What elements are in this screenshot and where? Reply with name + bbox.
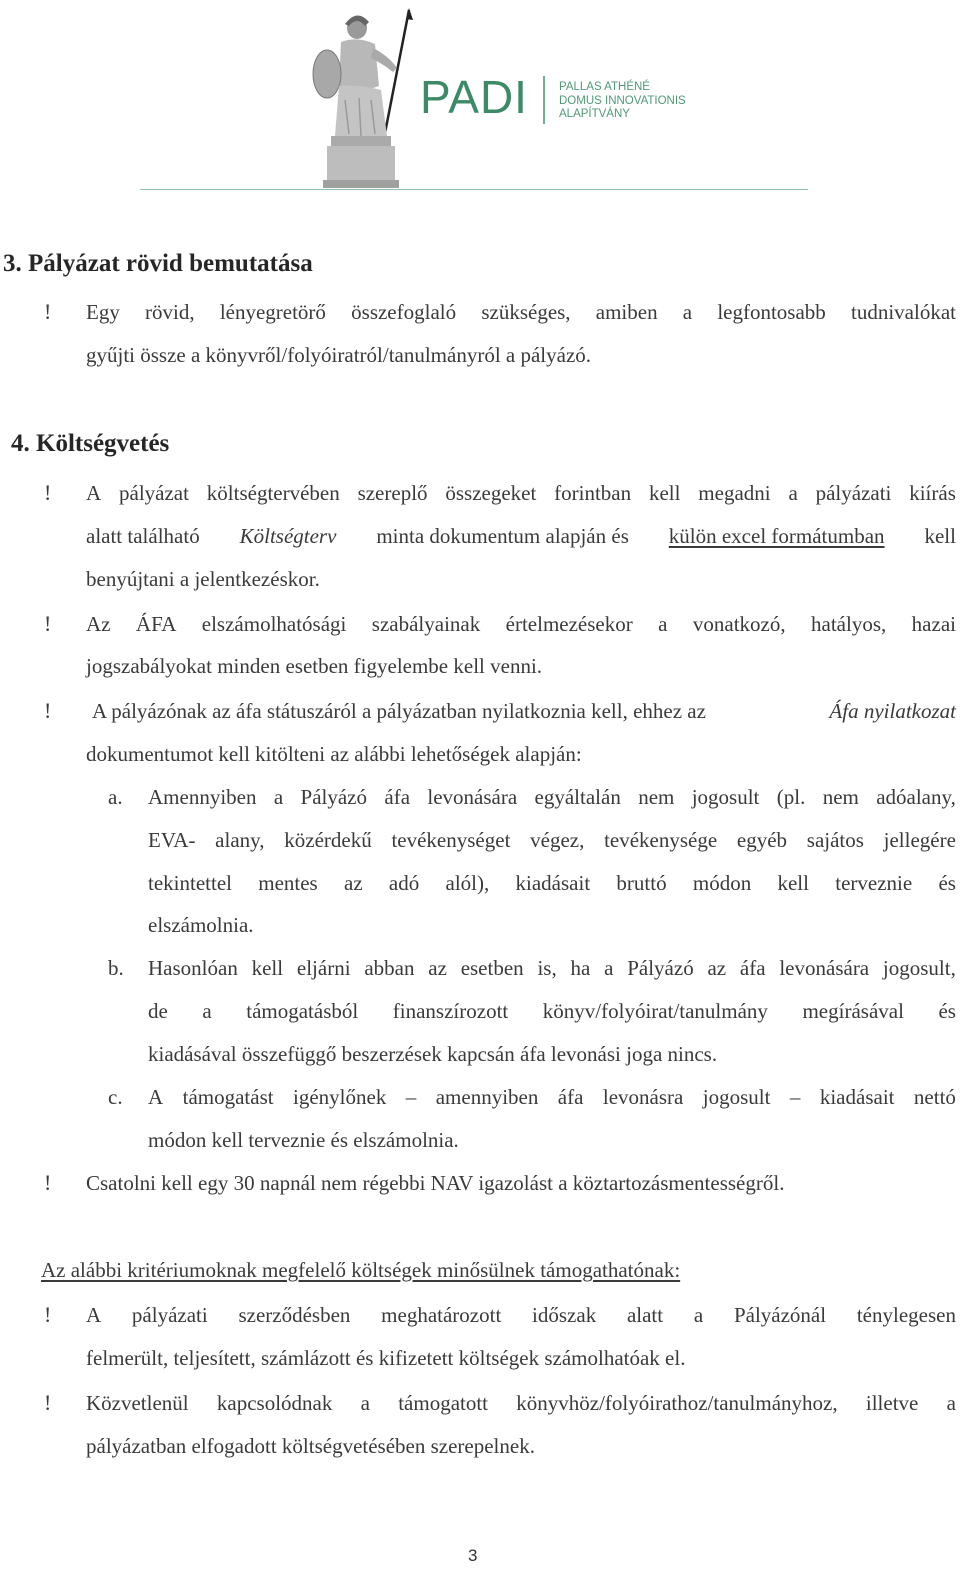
paragraph-line: gyűjti össze a könyvről/folyóiratról/tanulmányról a pályázó.: [86, 343, 592, 367]
word: egyéb: [736, 828, 788, 852]
text-run: kell: [924, 524, 956, 548]
paragraph-line: [86, 1305, 956, 1326]
bullet-mark: !: [44, 611, 52, 636]
word: értelmezésekor: [505, 612, 633, 636]
word: szabályainak: [371, 612, 481, 636]
word: kapcsolódnak: [216, 1391, 333, 1415]
word: támogatásból: [246, 999, 359, 1023]
word: szerződésben: [238, 1303, 351, 1327]
bullet-mark: !: [44, 1170, 52, 1195]
word: az: [428, 956, 447, 980]
koltsegterv-reference: Költségterv: [239, 524, 337, 548]
word: lényegretörő: [219, 300, 326, 324]
word: mentes: [258, 871, 318, 895]
logo-wordmark: PADI: [420, 71, 528, 123]
word: a: [604, 956, 614, 980]
bullet-mark: !: [44, 1390, 52, 1415]
paragraph-line: [86, 614, 956, 635]
word: a: [682, 300, 693, 324]
word: a: [946, 1391, 956, 1415]
word: jogosult,: [882, 956, 956, 980]
paragraph-line: dokumentumot kell kitölteni az alábbi lehetőségek alapján:: [86, 742, 582, 766]
word: –: [789, 1085, 801, 1109]
word: a: [202, 999, 212, 1023]
word: áfa: [557, 1085, 584, 1109]
word: költségtervében: [206, 481, 340, 505]
word: finanszírozott: [392, 999, 509, 1023]
word: áfa: [739, 956, 766, 980]
logo-subtitle: [559, 81, 686, 122]
paragraph-line: benyújtani a jelentkezéskor.: [86, 567, 320, 591]
word: (pl.: [776, 785, 806, 809]
list-label-a: a.: [108, 785, 123, 809]
word: kiadásait: [819, 1085, 895, 1109]
page-number: 3: [468, 1546, 478, 1565]
word: támogatást: [182, 1085, 274, 1109]
paragraph-line: [148, 1001, 956, 1022]
word: de: [148, 999, 168, 1023]
paragraph-line: [86, 302, 956, 323]
word: tevékenysége: [604, 828, 718, 852]
word: az: [344, 871, 363, 895]
section-heading-3: 3. Pályázat rövid bemutatása: [3, 250, 313, 277]
word: időszak: [532, 1303, 597, 1327]
word: Pályázó: [300, 785, 368, 809]
word: forintban: [554, 481, 632, 505]
word: legfontosabb: [717, 300, 826, 324]
word: illetve: [865, 1391, 919, 1415]
word: ha: [570, 956, 591, 980]
word: módon: [692, 871, 752, 895]
word: közérdekű: [284, 828, 372, 852]
word: levonására: [427, 785, 518, 809]
word: az: [707, 956, 727, 980]
word: rövid,: [145, 300, 195, 324]
word: pályázati: [131, 1303, 208, 1327]
word: hazai: [911, 612, 956, 636]
bullet-mark: !: [44, 698, 52, 723]
word: alany,: [215, 828, 265, 852]
paragraph-line: elszámolnia.: [148, 913, 254, 937]
word: megírásával: [802, 999, 904, 1023]
paragraph-line: jogszabályokat minden esetben figyelembe kell venni.: [86, 654, 543, 678]
word: pályázat: [119, 481, 189, 505]
word: amennyiben: [435, 1085, 539, 1109]
word: amiben: [595, 300, 658, 324]
word: adó: [388, 871, 420, 895]
word: Egy: [86, 300, 120, 324]
word: könyv/folyóirat/tanulmány: [542, 999, 768, 1023]
list-label-b: b.: [108, 956, 124, 980]
word: Pályázó: [627, 956, 694, 980]
paragraph-line: [148, 873, 956, 894]
paragraph-line: [148, 787, 956, 808]
word: jellegére: [883, 828, 956, 852]
word: a: [693, 1303, 704, 1327]
pallas-athene-statue-logo: [305, 6, 425, 191]
word: levonásra: [602, 1085, 684, 1109]
word: Amennyiben: [148, 785, 257, 809]
paragraph-line: [148, 830, 956, 851]
word: ténylegesen: [856, 1303, 956, 1327]
text-run: minta dokumentum alapján és: [376, 524, 629, 548]
word: is,: [537, 956, 557, 980]
afa-nyilatkozat-reference: Áfa nyilatkozat: [829, 699, 956, 723]
word: a: [788, 481, 798, 505]
word: összegeket: [445, 481, 537, 505]
logo-subtitle-line: ALAPÍTVÁNY: [559, 108, 630, 120]
word: tudnivalókat: [851, 300, 956, 324]
word: ÁFA: [135, 612, 177, 636]
paragraph-line: [86, 483, 956, 504]
word: Az: [86, 612, 111, 636]
word: és: [938, 999, 956, 1023]
paragraph-line: felmerült, teljesített, számlázott és kifizetett költségek számolhatóak el.: [86, 1346, 686, 1370]
criteria-heading: Az alábbi kritériumoknak megfelelő költségek minősülnek támogathatónak:: [41, 1258, 681, 1282]
word: kell: [648, 481, 681, 505]
word: megadni: [698, 481, 771, 505]
paragraph-line: módon kell terveznie és elszámolnia.: [148, 1128, 459, 1152]
paragraph-line: [92, 701, 956, 722]
word: a: [658, 612, 668, 636]
text-run: A pályázónak az áfa státuszáról a pályázatban nyilatkoznia kell, ehhez az: [92, 699, 706, 723]
word: igénylőnek: [293, 1085, 387, 1109]
bullet-mark: !: [44, 1302, 52, 1327]
excel-format-emphasis: külön excel formátumban: [668, 524, 885, 548]
word: a: [360, 1391, 370, 1415]
word: Hasonlóan: [148, 956, 238, 980]
word: kiadásait: [515, 871, 591, 895]
paragraph-line: Csatolni kell egy 30 napnál nem régebbi NAV igazolást a köztartozásmentességről.: [86, 1171, 785, 1195]
word: meghatározott: [381, 1303, 502, 1327]
word: esetben: [460, 956, 524, 980]
word: alatt: [626, 1303, 664, 1327]
word: összefoglaló: [351, 300, 457, 324]
bullet-mark: !: [44, 299, 52, 324]
word: alól),: [445, 871, 490, 895]
word: A: [86, 1303, 102, 1327]
word: jogosult: [691, 785, 760, 809]
paragraph-line: pályázatban elfogadott költségvetésében szerepelnek.: [86, 1434, 535, 1458]
word: adóalany,: [876, 785, 956, 809]
logo-subtitle-line: PALLAS ATHÉNÉ: [559, 81, 650, 93]
word: szükséges,: [481, 300, 571, 324]
word: könyvhöz/folyóirathoz/tanulmányhoz,: [516, 1391, 838, 1415]
word: és: [938, 871, 956, 895]
logo-subtitle-line: DOMUS INNOVATIONIS: [559, 94, 686, 107]
word: A: [148, 1085, 164, 1109]
paragraph-line: kiadásával összefüggő beszerzések kapcsán áfa levonási joga nincs.: [148, 1042, 718, 1066]
word: nem: [638, 785, 675, 809]
word: –: [405, 1085, 417, 1109]
word: kiírás: [909, 481, 956, 505]
bullet-mark: !: [44, 480, 52, 505]
word: abban: [364, 956, 415, 980]
word: szereplő: [357, 481, 428, 505]
paragraph-line: [148, 1087, 956, 1108]
word: levonására: [779, 956, 870, 980]
logo-divider: [543, 76, 545, 124]
word: támogatott: [398, 1391, 489, 1415]
word: EVA-: [148, 828, 196, 852]
word: a: [273, 785, 284, 809]
word: tevékenységet: [391, 828, 511, 852]
header-rule: [140, 189, 808, 190]
word: tekintettel: [148, 871, 232, 895]
word: végez,: [530, 828, 585, 852]
section-heading-4: 4. Költségvetés: [11, 430, 170, 457]
word: terveznie: [835, 871, 913, 895]
word: hatályos,: [811, 612, 887, 636]
word: nettó: [913, 1085, 956, 1109]
word: áfa: [384, 785, 411, 809]
word: Pályázónál: [733, 1303, 827, 1327]
text-run: alatt található: [86, 524, 200, 548]
word: elszámolhatósági: [201, 612, 347, 636]
page-header: [0, 0, 960, 195]
word: pályázati: [815, 481, 892, 505]
word: jogosult: [702, 1085, 771, 1109]
word: nem: [822, 785, 859, 809]
word: sajátos: [806, 828, 864, 852]
paragraph-line: [86, 526, 956, 547]
word: egyáltalán: [534, 785, 621, 809]
word: kell: [251, 956, 284, 980]
word: Közvetlenül: [86, 1391, 189, 1415]
word: vonatkozó,: [692, 612, 786, 636]
list-label-c: c.: [108, 1085, 123, 1109]
word: A: [86, 481, 102, 505]
paragraph-line: [86, 1393, 956, 1414]
word: kell: [777, 871, 809, 895]
word: bruttó: [616, 871, 667, 895]
paragraph-line: [148, 958, 956, 979]
word: eljárni: [296, 956, 351, 980]
